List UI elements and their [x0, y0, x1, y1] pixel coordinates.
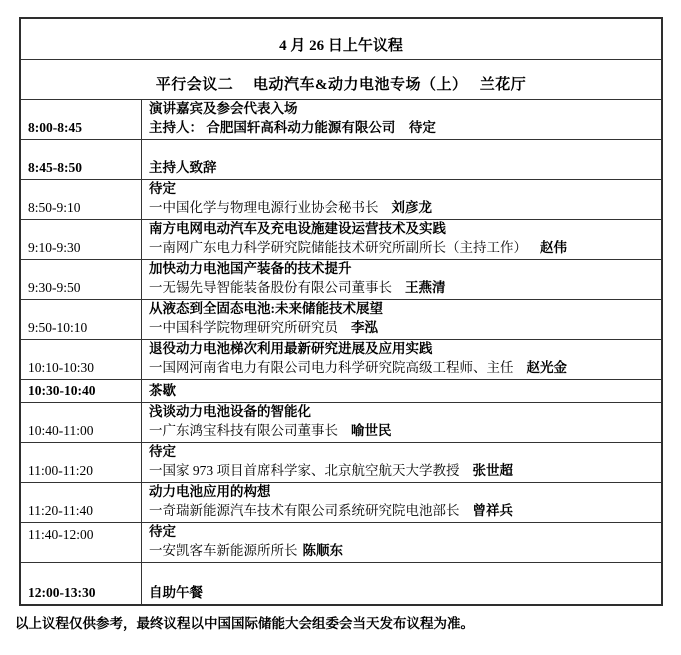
agenda-row — [21, 339, 661, 379]
session-subtitle-row — [21, 59, 661, 99]
event-title: 浅谈动力电池设备的智能化 — [149, 404, 311, 419]
agenda-row — [21, 219, 661, 259]
event-blank-line — [149, 564, 657, 583]
time-range: 10:10-10:30 — [21, 340, 142, 379]
time-range: 10:30-10:40 — [21, 380, 142, 402]
agenda-row — [21, 522, 661, 562]
event-speaker — [149, 318, 657, 337]
agenda-table — [19, 17, 663, 606]
event-speaker — [149, 358, 657, 377]
time-range: 11:40-12:00 — [21, 523, 142, 562]
footer-note: 以上议程仅供参考，最终议程以中国国际储能大会组委会当天发布议程为准。 — [15, 616, 474, 631]
speaker-name: 王燕清 — [405, 280, 446, 295]
time-range: 10:40-11:00 — [21, 403, 142, 442]
event-title: 待定 — [149, 181, 176, 196]
event-cell — [142, 300, 661, 339]
speaker-name: 赵伟 — [540, 240, 567, 255]
time-range: 8:50-9:10 — [21, 180, 142, 219]
speaker-affiliation: 一安凯客车新能源所所长 — [149, 543, 298, 558]
time-range: 12:00-13:30 — [21, 563, 142, 604]
session-subtitle: 平行会议二 电动汽车&动力电池专场（上） 兰花厅 — [155, 77, 527, 93]
speaker-affiliation: 一南网广东电力科学研究院储能技术研究所副所长（主持工作） — [149, 240, 527, 255]
time-range: 11:20-11:40 — [21, 483, 142, 522]
event-cell — [142, 523, 661, 562]
speaker-affiliation: 一奇瑞新能源汽车技术有限公司系统研究院电池部长 — [149, 503, 460, 518]
speaker-affiliation: 一中国化学与物理电源行业协会秘书长 — [149, 200, 379, 215]
event-speaker — [149, 421, 657, 440]
speaker-affiliation: 一中国科学院物理研究所研究员 — [149, 320, 338, 335]
speaker-name: 陈顺东 — [302, 543, 343, 558]
event-cell — [142, 380, 661, 402]
speaker-affiliation: 一国家 973 项目首席科学家、北京航空航天大学教授 — [149, 463, 460, 478]
event-cell — [142, 443, 661, 482]
speaker-affiliation: 一国网河南省电力有限公司电力科学研究院高级工程师、主任 — [149, 360, 514, 375]
event-cell — [142, 260, 661, 299]
event-cell — [142, 100, 661, 139]
agenda-row — [21, 139, 661, 179]
table-title-row — [21, 19, 661, 59]
event-cell — [142, 340, 661, 379]
time-range: 9:10-9:30 — [21, 220, 142, 259]
event-cell — [142, 403, 661, 442]
event-title: 主持人致辞 — [149, 160, 217, 175]
event-speaker — [149, 501, 657, 520]
event-title: 待定 — [149, 524, 176, 539]
speaker-name: 张世超 — [472, 463, 513, 478]
event-speaker — [149, 278, 657, 297]
event-title: 从液态到全固态电池:未来储能技术展望 — [149, 301, 383, 316]
speaker-name: 喻世民 — [351, 423, 392, 438]
event-cell — [142, 563, 661, 604]
event-title: 加快动力电池国产装备的技术提升 — [149, 261, 352, 276]
speaker-name: 刘彦龙 — [391, 200, 432, 215]
time-range: 9:50-10:10 — [21, 300, 142, 339]
agenda-row — [21, 179, 661, 219]
speaker-affiliation: 一广东鸿宝科技有限公司董事长 — [149, 423, 338, 438]
event-title: 退役动力电池梯次利用最新研究进展及应用实践 — [149, 341, 433, 356]
agenda-title: 4 月 26 日上午议程 — [279, 38, 403, 54]
event-title: 待定 — [149, 444, 176, 459]
lunch-row — [21, 562, 661, 604]
tea-break-row — [21, 379, 661, 402]
event-cell — [142, 180, 661, 219]
event-cell — [142, 483, 661, 522]
event-title: 演讲嘉宾及参会代表入场 — [149, 101, 298, 116]
event-title: 自助午餐 — [149, 585, 203, 600]
time-range: 8:00-8:45 — [21, 100, 142, 139]
event-title: 南方电网电动汽车及充电设施建设运营技术及实践 — [149, 221, 446, 236]
agenda-row — [21, 482, 661, 522]
agenda-row — [21, 99, 661, 139]
event-speaker — [149, 238, 657, 257]
speaker-affiliation: 一无锡先导智能装备股份有限公司董事长 — [149, 280, 392, 295]
event-speaker — [149, 198, 657, 217]
agenda-row — [21, 299, 661, 339]
speaker-name: 赵光金 — [526, 360, 567, 375]
event-cell — [142, 220, 661, 259]
time-range: 8:45-8:50 — [21, 140, 142, 179]
speaker-name: 李泓 — [351, 320, 378, 335]
event-host-line: 主持人： 合肥国轩高科动力能源有限公司 待定 — [149, 120, 436, 135]
agenda-row — [21, 259, 661, 299]
time-range: 9:30-9:50 — [21, 260, 142, 299]
agenda-row — [21, 402, 661, 442]
agenda-row — [21, 442, 661, 482]
event-title: 茶歇 — [149, 383, 176, 398]
event-speaker — [149, 541, 657, 560]
event-title: 动力电池应用的构想 — [149, 484, 271, 499]
event-speaker — [149, 461, 657, 480]
speaker-name: 曾祥兵 — [472, 503, 513, 518]
time-range: 11:00-11:20 — [21, 443, 142, 482]
event-blank-line — [149, 140, 657, 158]
event-cell — [142, 140, 661, 179]
